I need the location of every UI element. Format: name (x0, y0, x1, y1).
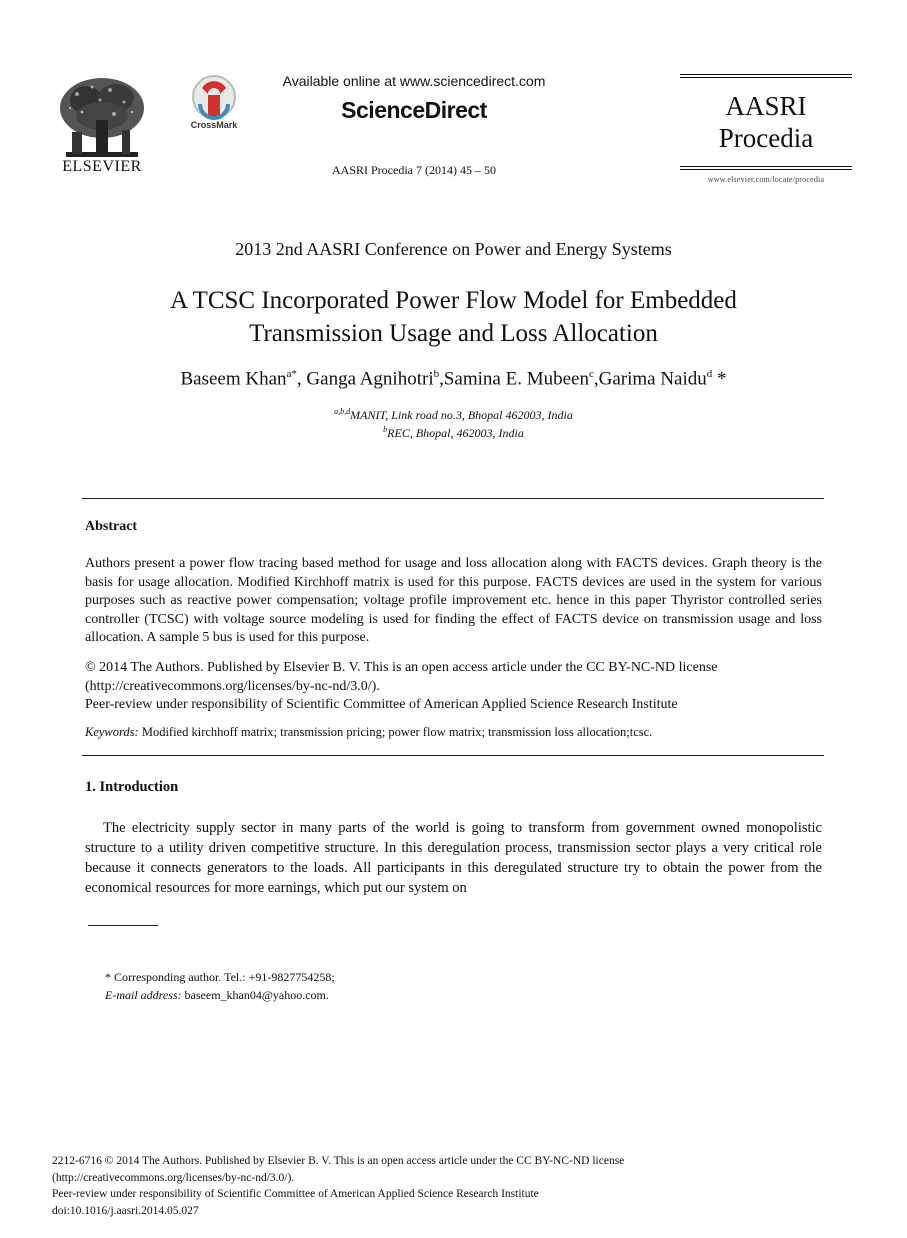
issn-license-line: 2212-6716 © 2014 The Authors. Published by Elsevier B. V. This is an open access article under the CC BY-NC-ND license (52, 1155, 625, 1167)
peer-review-line: Peer-review under responsibility of Scientific Committee of American Applied Science Research Institute (52, 1188, 539, 1200)
peer-review-notice: Peer-review under responsibility of Scientific Committee of American Applied Science Research Institute (85, 697, 678, 712)
author-sep: , (593, 368, 599, 390)
masthead-bottom-rule (680, 166, 852, 170)
author-name: Baseem Khan (180, 368, 287, 390)
doi[interactable]: doi:10.1016/j.aasri.2014.05.027 (52, 1204, 199, 1217)
author-name: Ganga Agnihotri (306, 368, 434, 390)
author-name: Garima Naidu (598, 368, 707, 390)
author-sup: a* (286, 368, 297, 380)
keywords-label: Keywords: (85, 725, 139, 739)
bottom-matter (52, 1153, 852, 1219)
introduction-heading: 1. Introduction (85, 779, 179, 795)
introduction-body: The electricity supply sector in many parts of the world is going to transform from government owned monopolistic structure to a utility driven competitive structure. In this deregulation process, transmission sector plays a very critical role because it connects generators to the loads. All participants in this deregulated structure try to obtain the power from the economical resources for more earnings, which put our system on (85, 820, 822, 896)
crossmark-label: CrossMark (190, 120, 238, 130)
affiliation (60, 407, 847, 423)
journal-title-line2: Procedia (718, 123, 814, 153)
available-online-text: Available online at www.sciencedirect.com (282, 73, 546, 89)
affiliation-text: REC, Bhopal, 462003, India (387, 426, 524, 440)
abstract-body: Authors present a power flow tracing based method for usage and loss allocation along with FACTS devices. Graph theory is the basis for usage allocation. Modified Kirchhoff matrix is used for this purpose. FACTS devices are used in the system for various purposes such as reactive power compensation; voltage profile improvement etc. hence in this paper Thyristor controlled series controller (TCSC) with voltage source modeling is used for finding the effect of FACTS device on transmission usage and loss allocation. A sample 5 bus is used for this purpose. (85, 556, 822, 645)
paper-title (60, 284, 847, 350)
affiliation-sup: a,b,d (334, 407, 351, 416)
author-name: Samina E. Mubeen (443, 368, 589, 390)
affiliation-text: MANIT, Link road no.3, Bhopal 462003, India (350, 408, 573, 422)
corresponding-author: * Corresponding author. Tel.: +91-9827754258; (105, 970, 335, 984)
email-label: E-mail address: (105, 988, 182, 1002)
journal-title (680, 90, 852, 154)
paper-title-line2: Transmission Usage and Loss Allocation (249, 320, 658, 347)
copyright-line1: © 2014 The Authors. Published by Elsevier B. V. This is an open access article under the CC BY-NC-ND license (85, 660, 718, 675)
author-list (60, 368, 847, 390)
copyright-notice (85, 659, 822, 715)
copyright-line2[interactable]: (http://creativecommons.org/licenses/by-nc-nd/3.0/). (85, 678, 380, 694)
affiliation (60, 425, 847, 441)
footnote-rule (88, 925, 158, 926)
sciencedirect-logo: ScienceDirect (341, 97, 487, 123)
abstract-heading: Abstract (85, 519, 138, 534)
paper-title-line1: A TCSC Incorporated Power Flow Model for Embedded (170, 287, 737, 314)
journal-reference: AASRI Procedia 7 (2014) 45 – 50 (332, 163, 496, 177)
keywords-list: Modified kirchhoff matrix; transmission pricing; power flow matrix; transmission loss allocation;tcsc. (138, 725, 653, 739)
email-value[interactable]: baseem_khan04@yahoo.com. (181, 988, 329, 1002)
author-sep: * (712, 368, 727, 390)
author-sup: d (706, 368, 713, 380)
abstract-top-rule (82, 498, 824, 499)
journal-url[interactable]: www.elsevier.com/locate/procedia (707, 175, 825, 184)
journal-title-line1: AASRI (725, 91, 807, 121)
author-sep: , (296, 368, 307, 390)
author-sep: , (439, 368, 444, 390)
keywords (85, 723, 822, 742)
author-sup: c (588, 368, 594, 380)
author-sup: b (433, 368, 440, 380)
license-url[interactable]: (http://creativecommons.org/licenses/by-nc-nd/3.0/). (52, 1171, 295, 1184)
abstract-bottom-rule (82, 755, 824, 756)
affiliation-sup: b (383, 425, 388, 434)
masthead-top-rule (680, 74, 852, 78)
conference-name: 2013 2nd AASRI Conference on Power and Energy Systems (235, 239, 672, 259)
email-address (105, 986, 329, 1004)
elsevier-wordmark: ELSEVIER (62, 158, 142, 175)
